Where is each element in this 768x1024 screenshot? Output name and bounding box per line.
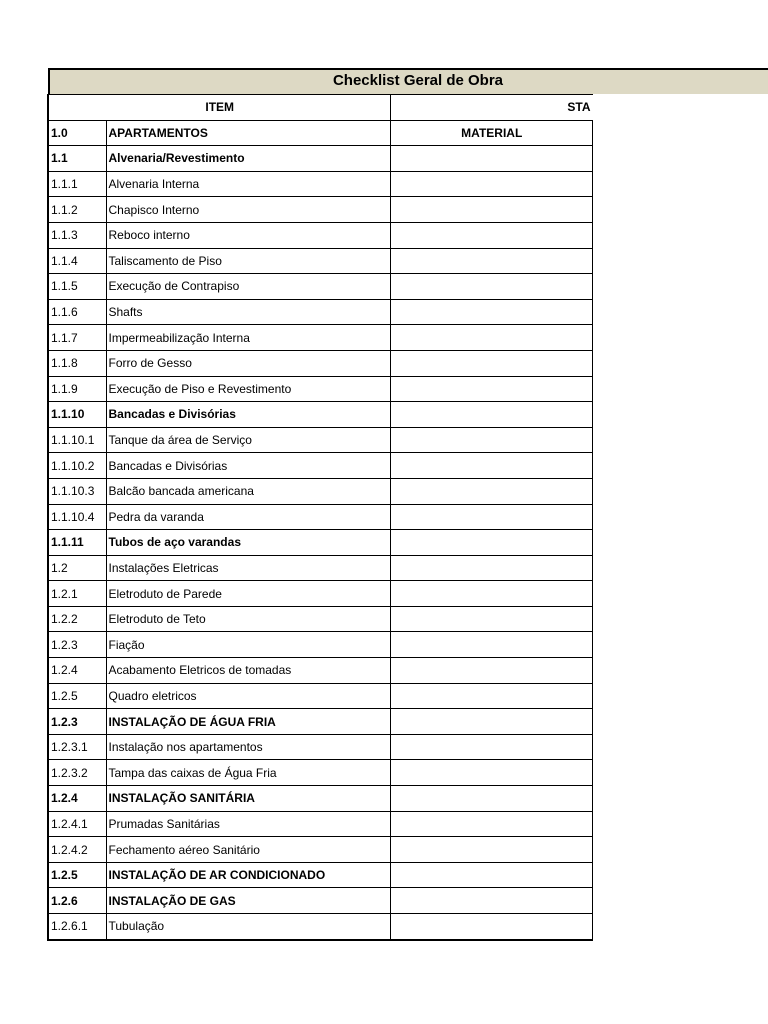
table-row	[48, 248, 593, 274]
item-number: 1.2.5	[48, 683, 106, 709]
item-label: Impermeabilização Interna	[106, 325, 391, 351]
material-cell[interactable]	[391, 581, 593, 607]
section-label: APARTAMENTOS	[106, 120, 391, 146]
item-label: Balcão bancada americana	[106, 478, 391, 504]
table-row	[48, 427, 593, 453]
section-number: 1.0	[48, 120, 106, 146]
table-row	[48, 530, 593, 556]
item-number: 1.1.10.3	[48, 478, 106, 504]
material-cell[interactable]	[391, 530, 593, 556]
item-label: Quadro eletricos	[106, 683, 391, 709]
item-number: 1.1.2	[48, 197, 106, 223]
table-row	[48, 734, 593, 760]
material-header: MATERIAL	[391, 120, 593, 146]
material-cell[interactable]	[391, 683, 593, 709]
item-label: Shafts	[106, 299, 391, 325]
item-label: Eletroduto de Teto	[106, 606, 391, 632]
section-row	[48, 120, 593, 146]
table-row	[48, 402, 593, 428]
material-cell[interactable]	[391, 658, 593, 684]
item-number: 1.1	[48, 146, 106, 172]
material-cell[interactable]	[391, 325, 593, 351]
item-number: 1.2.4	[48, 786, 106, 812]
item-number: 1.1.10	[48, 402, 106, 428]
item-label: Prumadas Sanitárias	[106, 811, 391, 837]
item-number: 1.1.4	[48, 248, 106, 274]
item-number: 1.2.2	[48, 606, 106, 632]
table-row	[48, 914, 593, 940]
table-row	[48, 760, 593, 786]
table-row	[48, 325, 593, 351]
table-row	[48, 811, 593, 837]
material-cell[interactable]	[391, 504, 593, 530]
item-number: 1.2.3.1	[48, 734, 106, 760]
item-number: 1.1.11	[48, 530, 106, 556]
table-row	[48, 683, 593, 709]
material-cell[interactable]	[391, 632, 593, 658]
item-number: 1.2.3	[48, 709, 106, 735]
item-label: Chapisco Interno	[106, 197, 391, 223]
item-number: 1.1.10.2	[48, 453, 106, 479]
item-label: Taliscamento de Piso	[106, 248, 391, 274]
item-number: 1.1.5	[48, 274, 106, 300]
material-cell[interactable]	[391, 862, 593, 888]
item-number: 1.2.4.2	[48, 837, 106, 863]
item-label: Eletroduto de Parede	[106, 581, 391, 607]
table-row	[48, 632, 593, 658]
item-number: 1.2.3	[48, 632, 106, 658]
item-number: 1.2.5	[48, 862, 106, 888]
item-label: INSTALAÇÃO DE ÁGUA FRIA	[106, 709, 391, 735]
material-cell[interactable]	[391, 222, 593, 248]
item-label: Alvenaria Interna	[106, 171, 391, 197]
item-label: Instalações Eletricas	[106, 555, 391, 581]
item-label: Bancadas e Divisórias	[106, 402, 391, 428]
item-label: Acabamento Eletricos de tomadas	[106, 658, 391, 684]
item-label: Bancadas e Divisórias	[106, 453, 391, 479]
table-row	[48, 197, 593, 223]
item-label: Tubulação	[106, 914, 391, 940]
material-cell[interactable]	[391, 478, 593, 504]
item-number: 1.2	[48, 555, 106, 581]
header-status-cell	[391, 95, 593, 121]
table-row	[48, 478, 593, 504]
item-label: Fechamento aéreo Sanitário	[106, 837, 391, 863]
material-cell[interactable]	[391, 734, 593, 760]
header-row	[48, 95, 593, 121]
table-row	[48, 146, 593, 172]
item-number: 1.2.6.1	[48, 914, 106, 940]
table-row	[48, 606, 593, 632]
item-label: Pedra da varanda	[106, 504, 391, 530]
material-cell[interactable]	[391, 811, 593, 837]
item-label: Tampa das caixas de Água Fria	[106, 760, 391, 786]
item-label: Instalação nos apartamentos	[106, 734, 391, 760]
material-cell[interactable]	[391, 376, 593, 402]
item-label: Fiação	[106, 632, 391, 658]
item-label: Tubos de aço varandas	[106, 530, 391, 556]
item-label: INSTALAÇÃO DE AR CONDICIONADO	[106, 862, 391, 888]
table-row	[48, 658, 593, 684]
item-number: 1.1.10.1	[48, 427, 106, 453]
table-row	[48, 786, 593, 812]
sheet-title: Checklist Geral de Obra	[332, 72, 504, 89]
checklist-body	[48, 95, 593, 940]
material-cell[interactable]	[391, 197, 593, 223]
material-cell[interactable]	[391, 453, 593, 479]
material-cell[interactable]	[391, 606, 593, 632]
material-cell[interactable]	[391, 171, 593, 197]
material-cell[interactable]	[391, 427, 593, 453]
material-cell[interactable]	[391, 146, 593, 172]
item-label: Execução de Piso e Revestimento	[106, 376, 391, 402]
item-label: INSTALAÇÃO DE GAS	[106, 888, 391, 914]
item-label: Forro de Gesso	[106, 350, 391, 376]
item-label: Alvenaria/Revestimento	[106, 146, 391, 172]
item-number: 1.1.9	[48, 376, 106, 402]
material-cell[interactable]	[391, 786, 593, 812]
item-number: 1.2.4	[48, 658, 106, 684]
material-cell[interactable]	[391, 555, 593, 581]
table-row	[48, 504, 593, 530]
table-row	[48, 350, 593, 376]
material-cell[interactable]	[391, 402, 593, 428]
table-row	[48, 299, 593, 325]
item-label: INSTALAÇÃO SANITÁRIA	[106, 786, 391, 812]
item-number: 1.2.3.2	[48, 760, 106, 786]
material-cell[interactable]	[391, 274, 593, 300]
item-label: Execução de Contrapiso	[106, 274, 391, 300]
header-item-cell: ITEM	[48, 95, 391, 121]
table-row	[48, 171, 593, 197]
material-cell[interactable]	[391, 299, 593, 325]
item-number: 1.1.10.4	[48, 504, 106, 530]
material-cell[interactable]	[391, 248, 593, 274]
item-number: 1.1.3	[48, 222, 106, 248]
item-label: Reboco interno	[106, 222, 391, 248]
checklist-table	[47, 94, 593, 941]
material-cell[interactable]	[391, 350, 593, 376]
item-number: 1.2.6	[48, 888, 106, 914]
table-row	[48, 274, 593, 300]
material-cell[interactable]	[391, 709, 593, 735]
table-row	[48, 709, 593, 735]
table-row	[48, 837, 593, 863]
table-row	[48, 581, 593, 607]
item-number: 1.1.7	[48, 325, 106, 351]
table-row	[48, 453, 593, 479]
table-row	[48, 888, 593, 914]
table-row	[48, 376, 593, 402]
item-number: 1.2.1	[48, 581, 106, 607]
material-cell[interactable]	[391, 888, 593, 914]
item-number: 1.2.4.1	[48, 811, 106, 837]
header-status-label: STA	[567, 100, 591, 115]
item-label: Tanque da área de Serviço	[106, 427, 391, 453]
material-cell[interactable]	[391, 760, 593, 786]
item-number: 1.1.1	[48, 171, 106, 197]
table-row	[48, 222, 593, 248]
material-cell[interactable]	[391, 837, 593, 863]
item-number: 1.1.6	[48, 299, 106, 325]
item-number: 1.1.8	[48, 350, 106, 376]
material-cell[interactable]	[391, 914, 593, 940]
table-row	[48, 555, 593, 581]
table-row	[48, 862, 593, 888]
